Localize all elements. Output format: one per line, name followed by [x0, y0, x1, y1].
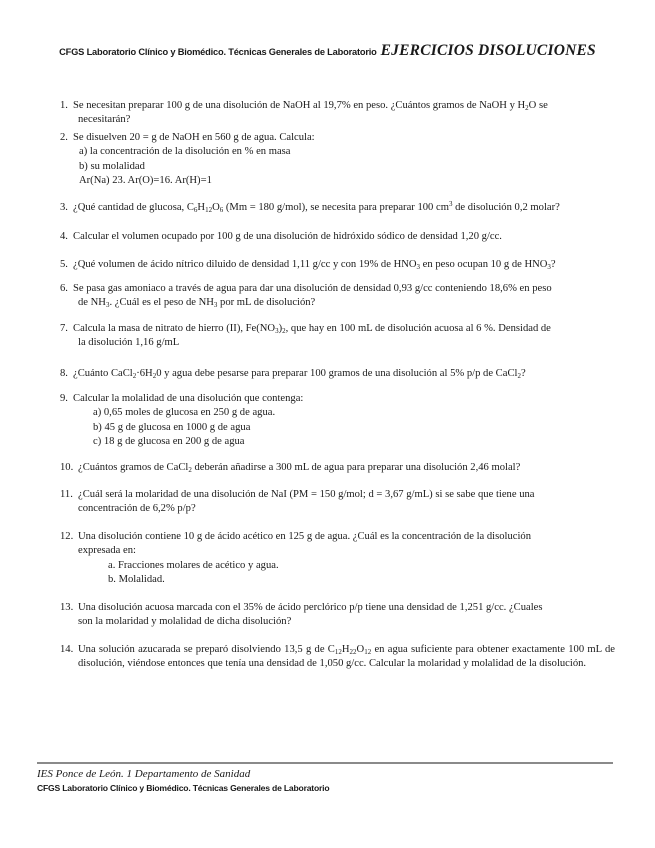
question-3: 3. ¿Qué cantidad de glucosa, $C_6H_{12}O_6$ (Mm = 180 g/mol), se necesita para preparar 100 $cm^3$ de disolución 0,2 molar? [60, 200, 560, 214]
page-header [0, 42, 655, 60]
question-7: 7. Calcula la masa de nitrato de hierro (II), $Fe(NO_3)_2$, que hay en 100 mL de disolución acuosa al 6 %. Densidad de la disolución 1,16 g/mL [60, 323, 551, 349]
footer-divider [37, 762, 613, 764]
question-14: 14. Una solución azucarada se preparó disolviendo 13,5 g de $C_{12}H_{22}O_{12}$ en agua suficiente para obtener exactamente 100 mL de disolución, viéndose entonces que tenía una densidad de 1,050 g/cc. Calcular la molaridad y molalidad de la disolución. [60, 644, 615, 670]
question-9: 9. Calcular la molalidad de una disolución que contenga: a) 0,65 moles de glucosa en 250 g de agua. b) 45 g de glucosa en 1000 g de agua c) 18 g de glucosa en 200 g de agua [60, 392, 615, 450]
question-8: 8. ¿Cuánto $CaCl_2\cdot 6H_20$ y agua debe pesarse para preparar 100 gramos de una disolución al 5% p/p de CaCl$_2$? [60, 368, 526, 380]
question-number: 11. [60, 489, 73, 500]
header-title: EJERCICIOS DISOLUCIONES [380, 42, 596, 59]
question-number: 1. [60, 100, 68, 111]
question-number: 3. [60, 202, 68, 213]
question-number: 9. [60, 393, 68, 404]
question-number: 2. [60, 132, 68, 143]
footer-course: CFGS Laboratorio Clínico y Biomédico. Técnicas Generales de Laboratorio [37, 783, 330, 793]
sub-item-b: b. Molalidad. [108, 574, 165, 586]
question-number: 8. [60, 368, 68, 379]
question-6: 6. Se pasa gas amoniaco a través de agua para dar una disolución de densidad 0,93 g/cc conteniendo 18,6% en peso de $NH_3$. ¿Cuál es el peso de $NH_3$ por mL de disolución? [60, 283, 552, 310]
header-subtitle: CFGS Laboratorio Clínico y Biomédico. Técnicas Generales de Laboratorio [59, 47, 377, 57]
sub-item-a: a) 0,65 moles de glucosa en 250 g de agua. [93, 407, 276, 419]
question-text: Se disuelven 20 = g de NaOH en 560 g de agua. Calcula: [73, 132, 315, 143]
question-4: 4. Calcular el volumen ocupado por 100 g de una disolución de hidróxido sódico de densidad 1,20 g/cc. [60, 230, 615, 244]
sub-item-a: a. Fracciones molares de acético y agua. [108, 559, 279, 571]
sub-item-c: Ar(Na) 23. Ar(O)=16. Ar(H)=1 [79, 175, 212, 187]
question-number: 13. [60, 602, 74, 613]
question-10: 10. ¿Cuántos gramos de CaCl$_2$ deberán añadirse a 300 mL de agua para preparar una disolución 2,46 molal? [60, 462, 521, 474]
question-number: 4. [60, 231, 68, 242]
question-12: 12. Una disolución contiene 10 g de ácido acético en 125 g de agua. ¿Cuál es la concentración de la disolución expresada en: a. Fracciones molares de acético y agua. b. Molalidad. [60, 530, 615, 588]
question-13: 13. Una disolución acuosa marcada con el 35% de ácido perclórico p/p tiene una densidad de 1,251 g/cc. ¿Cuales son la molaridad y molalidad de dicha disolución? [60, 602, 543, 628]
question-1: 1. Se necesitan preparar 100 g de una disolución de NaOH al 19,7% en peso. ¿Cuántos gramos de NaOH y $H_2O$ se necesitarán? [60, 100, 548, 126]
question-2 [60, 131, 615, 189]
sub-item-b: b) 45 g de glucosa en 1000 g de agua [93, 421, 251, 433]
question-number: 5. [60, 259, 68, 270]
sub-item-c: c) 18 g de glucosa en 200 g de agua [93, 436, 245, 448]
question-number: 10. [60, 462, 74, 473]
sub-item-b: b) su molalidad [79, 160, 145, 172]
sub-item-a: a) la concentración de la disolución en % en masa [79, 146, 291, 158]
question-number: 14. [60, 644, 74, 655]
question-5: 5. ¿Qué volumen de ácido nítrico diluido de densidad 1,11 g/cc y con 19% de $HNO_3$ en peso ocupan 10 g de $HNO_3$? [60, 259, 556, 271]
question-11: 11. ¿Cuál será la molaridad de una disolución de NaI (PM = 150 g/mol; d = 3,67 g/mL) si se sabe que tiene una concentración de 6,2% p/p? [60, 489, 535, 515]
question-number: 6. [60, 283, 68, 294]
question-text: Se necesitan preparar 100 g de una disolución de NaOH al 19,7% en peso. ¿Cuántos gramos de NaOH y H [73, 100, 526, 111]
question-number: 7. [60, 323, 68, 334]
question-number: 12. [60, 531, 74, 542]
footer-institution: IES Ponce de León. 1 Departamento de Sanidad [37, 768, 251, 780]
